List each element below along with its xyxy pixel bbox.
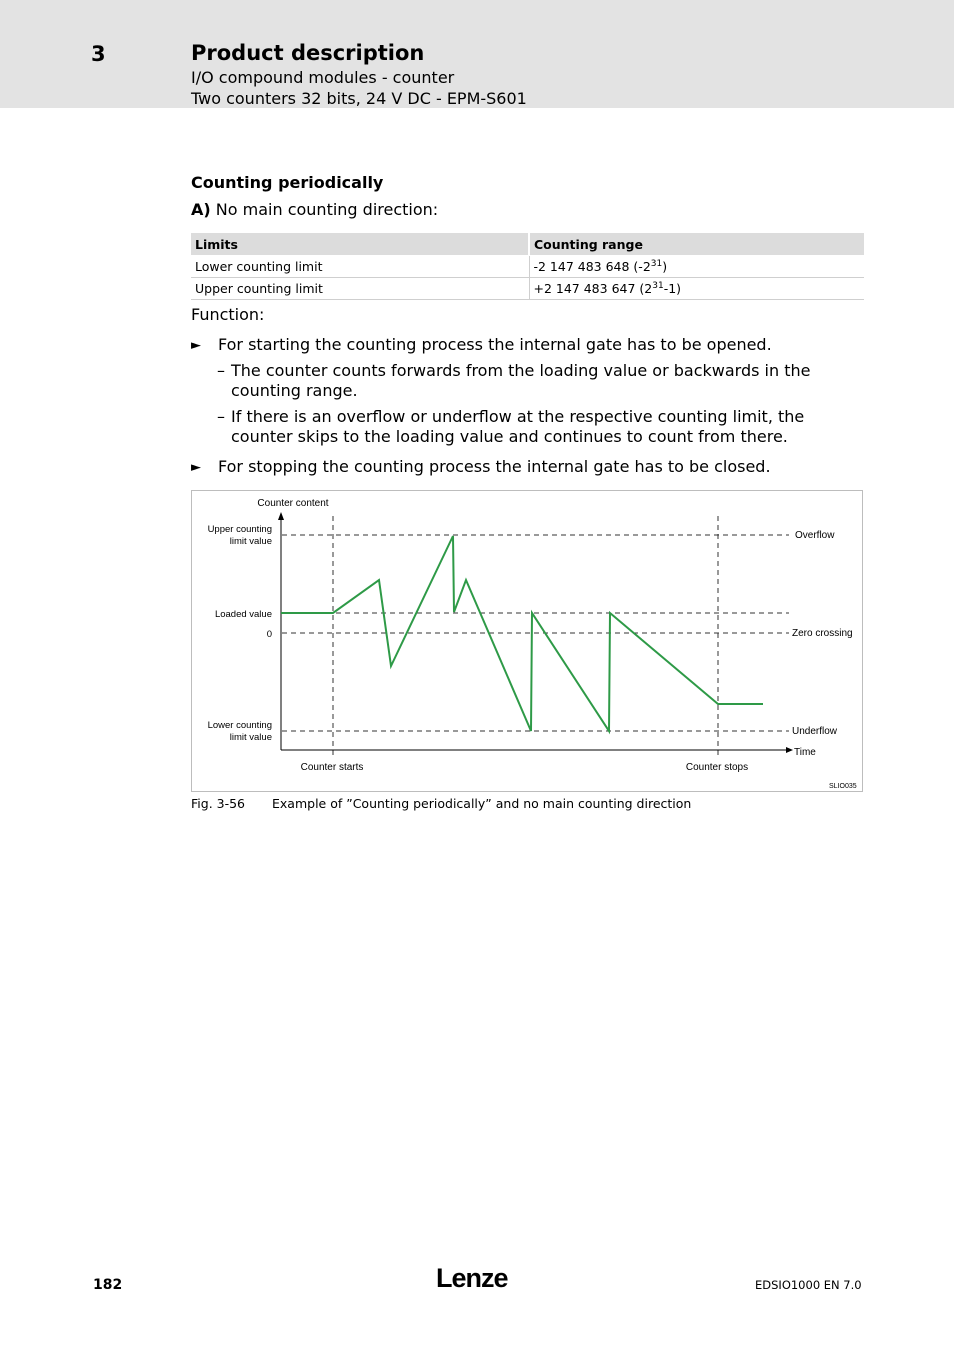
underflow-label: Underflow xyxy=(792,726,838,737)
intro-text: No main counting direction: xyxy=(210,200,439,219)
counter-starts-label: Counter starts xyxy=(300,762,364,773)
range-tail: -1) xyxy=(663,281,682,297)
chapter-title: Product description xyxy=(191,41,425,65)
intro-bold: A) xyxy=(191,200,211,219)
document-id: EDSIO1000 EN 7.0 xyxy=(755,1278,862,1292)
dash-glyph: – xyxy=(217,407,225,426)
bullet-arrow-icon: ► xyxy=(191,338,201,353)
bullet-text: For stopping the counting process the internal gate has to be closed. xyxy=(218,457,771,476)
table-row xyxy=(191,256,864,278)
zero-label: 0 xyxy=(266,629,272,640)
lower-limit-label: Lower counting xyxy=(207,720,272,731)
table-row xyxy=(191,278,864,300)
section-heading: Counting periodically xyxy=(191,173,384,192)
lenze-logo: Lenze xyxy=(436,1263,508,1293)
lower-limit-label: limit value xyxy=(229,732,272,743)
range-exponent: 31 xyxy=(650,258,663,269)
table-cell-range xyxy=(529,256,864,278)
table-cell-limit: Upper counting limit xyxy=(191,278,529,300)
table-header-limits: Limits xyxy=(191,233,529,256)
table-cell-limit: Lower counting limit xyxy=(191,256,529,278)
counter-stops-label: Counter stops xyxy=(685,762,749,773)
chapter-number: 3 xyxy=(91,42,106,66)
range-exponent: 31 xyxy=(652,280,664,291)
x-axis-arrow-icon xyxy=(786,747,793,753)
table-header-range: Counting range xyxy=(529,233,864,256)
counting-diagram xyxy=(191,490,863,792)
dash-glyph: – xyxy=(217,361,225,380)
loaded-value-label: Loaded value xyxy=(214,609,272,620)
axes xyxy=(281,519,786,750)
table-cell-range xyxy=(529,278,864,300)
time-label: Time xyxy=(794,747,816,758)
y-axis-title: Counter content xyxy=(257,498,329,509)
bullet-text: For starting the counting process the internal gate has to be opened. xyxy=(218,335,772,354)
subtitle-line-2: Two counters 32 bits, 24 V DC - EPM-S601 xyxy=(191,89,527,108)
overflow-label: Overflow xyxy=(795,530,835,541)
figure-caption-text: Example of ”Counting periodically” and no main counting direction xyxy=(272,796,692,811)
page-number: 182 xyxy=(93,1277,123,1293)
dash-text: If there is an overflow or underflow at the respective counting limit, the counter skips to the loading value and continues to count from there. xyxy=(231,407,805,446)
intro-line xyxy=(191,200,438,219)
guide-lines xyxy=(282,516,789,757)
table-header-row xyxy=(191,233,864,256)
function-label: Function: xyxy=(191,305,265,324)
subtitle-line-1: I/O compound modules - counter xyxy=(191,68,455,87)
zero-crossing-label: Zero crossing xyxy=(792,628,853,639)
range-value: -2 147 483 648 (-2 xyxy=(533,259,651,275)
limits-table xyxy=(191,233,864,300)
dash-text: The counter counts forwards from the loading value or backwards in the counting range. xyxy=(231,361,811,400)
figure-code: SLIO035 xyxy=(829,783,857,790)
y-axis-arrow-icon xyxy=(278,512,284,520)
bullet-arrow-icon: ► xyxy=(191,460,201,475)
upper-limit-label: Upper counting xyxy=(207,524,272,535)
range-tail: ) xyxy=(662,259,668,275)
range-value: +2 147 483 647 (2 xyxy=(533,281,653,297)
figure-caption-number: Fig. 3-56 xyxy=(191,796,246,811)
upper-limit-label: limit value xyxy=(229,536,272,547)
